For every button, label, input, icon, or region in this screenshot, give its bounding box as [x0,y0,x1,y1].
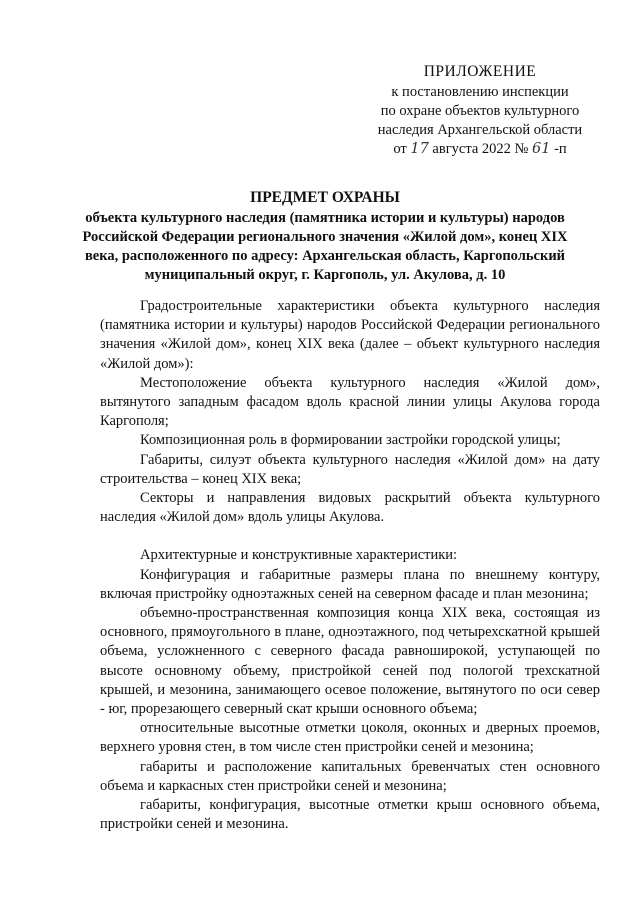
paragraph-height-marks: относительные высотные отметки цоколя, оконных и дверных проемов, верхнего уровня стен, в том числе стен пристройки сеней и мезонина; [100,720,600,756]
appendix-date-line [360,140,600,159]
paragraph-plan-configuration: Конфигурация и габаритные размеры плана по внешнему контуру, включая пристройку одноэтажных сеней на северном фасаде и план мезонина; [100,566,600,602]
paragraph-volume-composition: объемно-пространственная композиция конца XIX века, состоящая из основного, прямоугольного в плане, одноэтажного, под четырехскатной крышей объема, усложненного с северного фасада равноширокой, уступающей по высоте основному объему, пристройкой сеней под пологой трехскатной крышей, и мезонина, занимающего осевое положение, вытянутого по оси север - юг, прорезающего северный скат крыши основного объема; [100,605,600,718]
paragraph-walls: габариты и расположение капитальных бревенчатых стен основного объема и каркасных стен пристройки сеней и мезонина; [100,758,600,794]
date-rest: августа 2022 № [432,141,529,157]
date-prefix: от [393,141,407,157]
handwritten-day: 17 [410,141,429,157]
paragraph-urban-characteristics: Градостроительные характеристики объекта культурного наследия (памятника истории и культуры) народов Российской Федерации регионального значения «Жилой дом», конец XIX века (далее – объект культурного наследия «Жилой дом»): [100,298,600,372]
title-subtitle: объекта культурного наследия (памятника истории и культуры) народов Российской Федерации регионального значения «Жилой дом», конец XIX века, расположенного по адресу: Архангельская область, Каргопольский муниципальный округ, г. Каргополь, ул. Акулова, д. 10 [82,210,568,283]
number-suffix: -п [554,141,567,157]
title-main: ПРЕДМЕТ ОХРАНЫ [250,189,400,206]
document-body [100,297,600,834]
handwritten-number: 61 [532,141,551,157]
document-title [75,188,575,285]
appendix-line-1: к постановлению инспекции [391,84,569,100]
paragraph-roofs: габариты, конфигурация, высотные отметки крыш основного объема, пристройки сеней и мезонина. [100,797,600,833]
appendix-line-2: по охране объектов культурного [380,103,580,119]
paragraph-view-sectors: Секторы и направления видовых раскрытий объекта культурного наследия «Жилой дом» вдоль улицы Акулова. [100,490,600,526]
paragraph-location: Местоположение объекта культурного наследия «Жилой дом», вытянутого западным фасадом вдоль красной линии улицы Акулова города Каргополя; [100,374,600,430]
appendix-line-3: наследия Архангельской области [377,122,583,138]
paragraph-compositional-role: Композиционная роль в формировании застройки городской улицы; [140,432,561,449]
appendix-title: ПРИЛОЖЕНИЕ [423,63,537,80]
paragraph-architectural-heading: Архитектурные и конструктивные характеристики: [140,547,458,564]
paragraph-dimensions-silhouette: Габариты, силуэт объекта культурного наследия «Жилой дом» на дату строительства – конец XIX века; [100,451,600,487]
appendix-block [360,62,600,159]
